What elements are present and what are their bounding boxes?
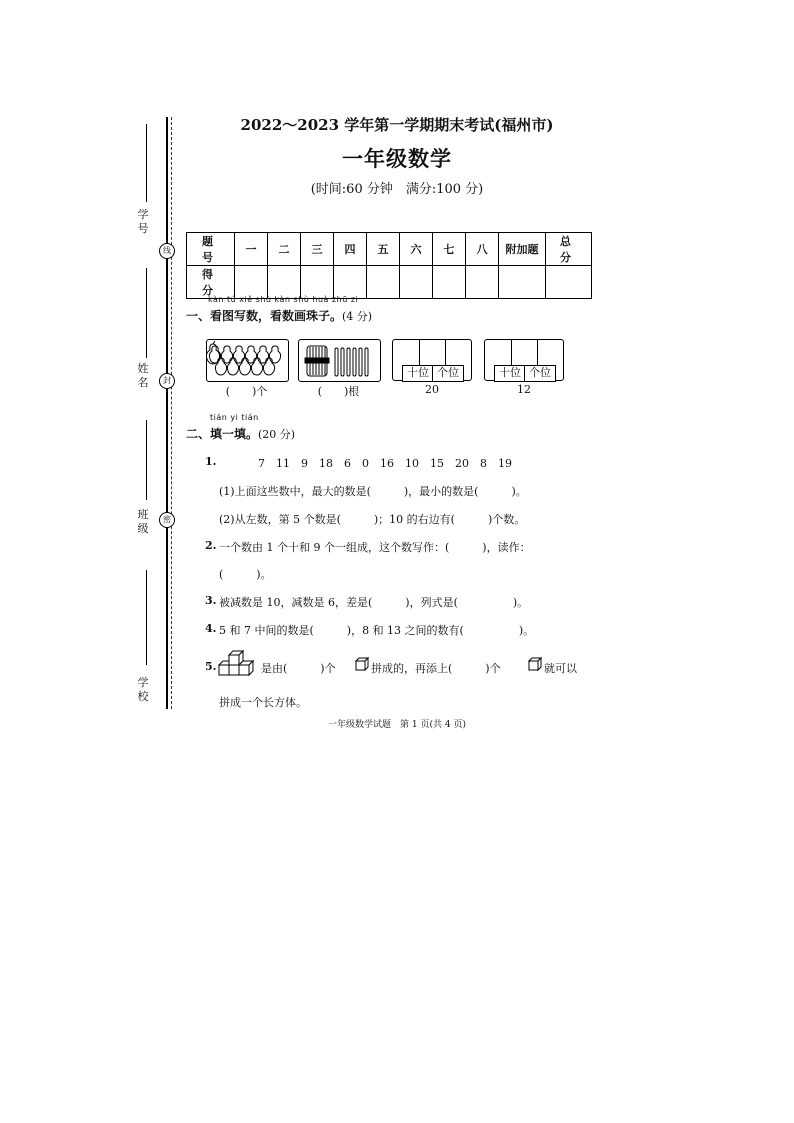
- pear-picture: [206, 339, 289, 382]
- seal-mark-mi: 密: [159, 512, 175, 528]
- table-cell: 七: [433, 233, 466, 266]
- table-cell: 二: [268, 233, 301, 266]
- ones-label: 个位: [432, 365, 464, 382]
- stick-bundle-icon: [299, 340, 380, 381]
- sticks-picture: [298, 339, 381, 382]
- seal-mark-xian: 线: [159, 243, 175, 259]
- q4-text[interactable]: 5 和 7 中间的数是( )，8 和 13 之间的数有( )。: [219, 624, 535, 637]
- margin-label-student-id: 学号: [137, 208, 149, 235]
- exam-title: 2022～2023 学年第一学期期末考试(福州市): [240, 116, 554, 134]
- section1-title: [186, 307, 372, 324]
- score-table-header-row: [187, 233, 592, 266]
- q1-sub2[interactable]: (2)从左数，第 5 个数是( )；10 的右边有( )个数。: [219, 513, 526, 526]
- cube-stack-icon: [217, 648, 261, 680]
- tens-label: 十位: [494, 365, 526, 382]
- score-entry-cell[interactable]: [546, 266, 592, 299]
- tens-label: 十位: [402, 365, 434, 382]
- table-cell: 一: [235, 233, 268, 266]
- section2-score: (20 分): [258, 428, 296, 441]
- pear-icon: [207, 340, 288, 381]
- section1-pinyin: kàn tú xiě shù kàn shù huà zhū zi: [208, 295, 359, 304]
- score-table: [186, 232, 592, 299]
- score-entry-cell[interactable]: [367, 266, 400, 299]
- table-cell: 五: [367, 233, 400, 266]
- binding-line: [166, 117, 168, 709]
- q5-cont: 拼成一个长方体。: [219, 696, 307, 709]
- section2-title: [186, 425, 295, 442]
- score-entry-cell[interactable]: [466, 266, 499, 299]
- section2-title-text: 二、填一填。: [186, 427, 259, 441]
- margin-label-name: 姓名: [137, 362, 149, 389]
- score-entry-cell[interactable]: [499, 266, 546, 299]
- score-entry-cell[interactable]: [400, 266, 433, 299]
- q5-part1[interactable]: 是由( )个: [261, 662, 336, 675]
- small-cube-icon: [355, 657, 370, 672]
- time-info: (时间:60 分钟 满分:100 分): [310, 182, 484, 197]
- small-cube-icon: [528, 657, 543, 672]
- school-line: [146, 570, 147, 665]
- score-entry-cell[interactable]: [268, 266, 301, 299]
- abacus-number-12: 12: [517, 383, 531, 396]
- score-entry-cell[interactable]: [433, 266, 466, 299]
- table-cell: 六: [400, 233, 433, 266]
- score-entry-cell[interactable]: [301, 266, 334, 299]
- score-entry-cell[interactable]: [235, 266, 268, 299]
- q5-part2[interactable]: 拼成的，再添上( )个: [371, 662, 501, 675]
- table-cell: 总 分: [546, 233, 592, 266]
- page-footer: 一年级数学试题 第 1 页(共 4 页): [328, 720, 466, 730]
- abacus-12[interactable]: [484, 339, 564, 381]
- q3-text[interactable]: 被减数是 10，减数是 6，差是( )，列式是( )。: [219, 596, 529, 609]
- table-cell: 题 号: [187, 233, 235, 266]
- q2-text[interactable]: 一个数由 1 个十和 9 个一组成，这个数写作：( )，读作：: [219, 541, 531, 554]
- table-cell: 三: [301, 233, 334, 266]
- q2-cont[interactable]: ( )。: [219, 568, 272, 581]
- score-table-score-row: [187, 266, 592, 299]
- ones-label: 个位: [524, 365, 556, 382]
- margin-label-school: 学校: [137, 676, 149, 703]
- subject-title: 一年级数学: [342, 146, 452, 171]
- table-cell: 八: [466, 233, 499, 266]
- q5-number: 5.: [205, 660, 217, 673]
- section1-title-text: 一、看图写数，看数画珠子。: [186, 309, 343, 323]
- score-entry-cell[interactable]: [334, 266, 367, 299]
- table-cell: 四: [334, 233, 367, 266]
- section2-pinyin: tián yi tián: [210, 413, 259, 422]
- binding-dashed-line: [171, 117, 172, 709]
- abacus-20[interactable]: [392, 339, 472, 381]
- section1-score: (4 分): [342, 310, 373, 323]
- table-cell: 得 分: [187, 266, 235, 299]
- q2-number: 2.: [205, 539, 217, 552]
- q1-number: 1.: [205, 455, 217, 468]
- q1-number-list: 7 11 9 18 6 0 16 10 15 20 8 19: [258, 457, 512, 470]
- q3-number: 3.: [205, 594, 217, 607]
- class-line: [146, 420, 147, 500]
- margin-label-class: 班级: [137, 508, 149, 535]
- abacus-number-20: 20: [425, 383, 439, 396]
- table-cell: 附加题: [499, 233, 546, 266]
- q4-number: 4.: [205, 622, 217, 635]
- seal-mark-feng: 封: [159, 373, 175, 389]
- q5-part3: 就可以: [544, 662, 577, 675]
- stick-count-blank[interactable]: ( )根: [317, 385, 360, 398]
- name-line: [146, 268, 147, 358]
- pear-count-blank[interactable]: ( )个: [225, 385, 268, 398]
- q1-sub1[interactable]: (1)上面这些数中，最大的数是( )，最小的数是( )。: [219, 485, 527, 498]
